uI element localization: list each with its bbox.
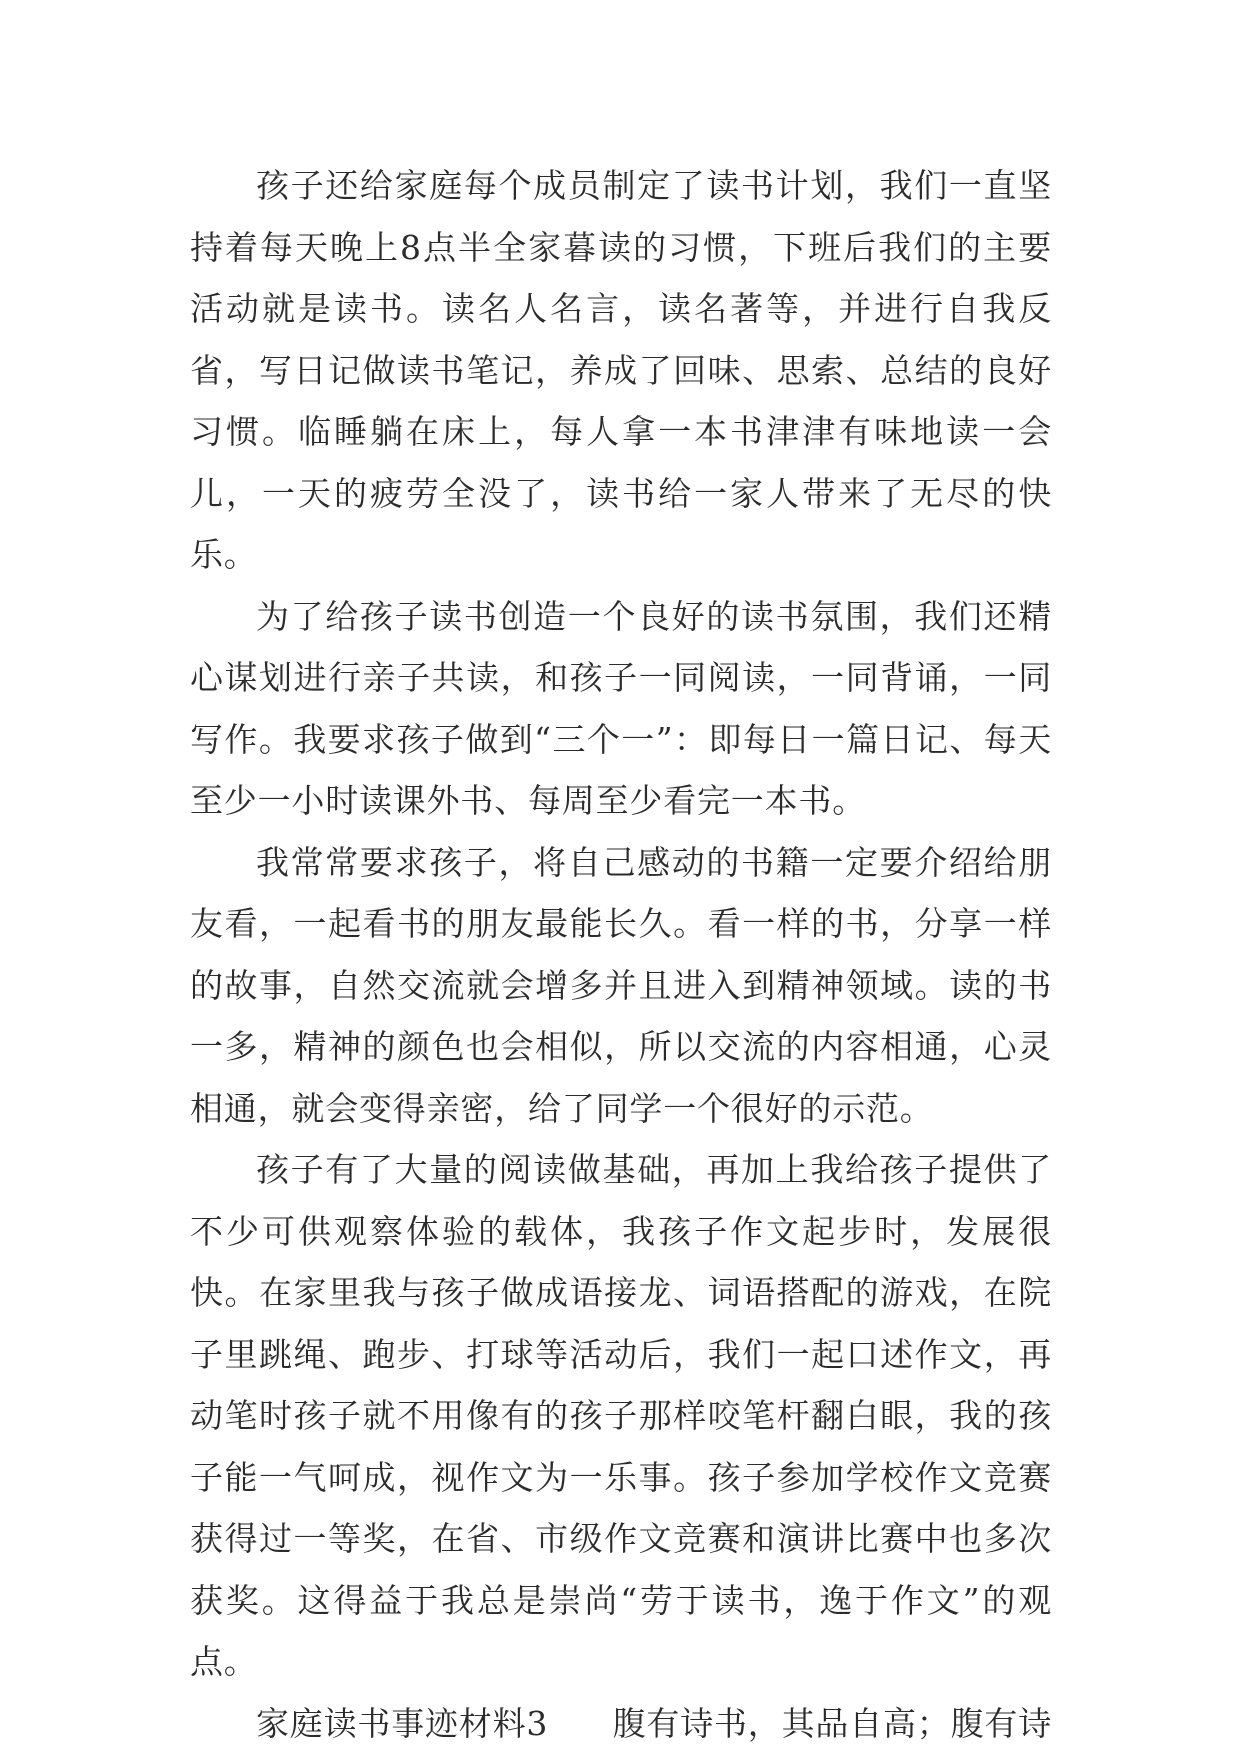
document-body [190,155,1052,1754]
section-start-text: 腹有诗书，其品自高；腹有诗 [612,1703,1052,1743]
section-heading: 家庭读书事迹材料3 [256,1703,549,1743]
paragraph-1: 孩子还给家庭每个成员制定了读书计划，我们一直坚持着每天晚上8点半全家暮读的习惯，下班后我们的主要活动就是读书。读名人名言，读名著等，并进行自我反省，写日记做读书笔记，养成了回味、思索、总结的良好习惯。临睡躺在床上，每人拿一本书津津有味地读一会儿，一天的疲劳全没了，读书给一家人带来了无尽的快乐。 [190,166,1052,574]
paragraph-4: 孩子有了大量的阅读做基础，再加上我给孩子提供了不少可供观察体验的载体，我孩子作文起步时，发展很快。在家里我与孩子做成语接龙、词语搭配的游戏，在院子里跳绳、跑步、打球等活动后，我们一起口述作文，再动笔时孩子就不用像有的孩子那样咬笔杆翻白眼，我的孩子能一气呵成，视作文为一乐事。孩子参加学校作文竞赛获得过一等奖，在省、市级作文竞赛和演讲比赛中也多次获奖。这得益于我总是崇尚“劳于读书，逸于作文”的观点。 [190,1150,1052,1681]
paragraph-3: 我常常要求孩子，将自己感动的书籍一定要介绍给朋友看，一起看书的朋友最能长久。看一样的书，分享一样的故事，自然交流就会增多并且进入到精神领域。读的书一多，精神的颜色也会相似，所以交流的内容相通，心灵相通，就会变得亲密，给了同学一个很好的示范。 [190,842,1052,1128]
section-start-line [190,1693,1052,1754]
paragraph-2: 为了给孩子读书创造一个良好的读书氛围，我们还精心谋划进行亲子共读，和孩子一同阅读，一同背诵，一同写作。我要求孩子做到“三个一”：即每日一篇日记、每天至少一小时读课外书、每周至少看完一本书。 [190,596,1052,820]
